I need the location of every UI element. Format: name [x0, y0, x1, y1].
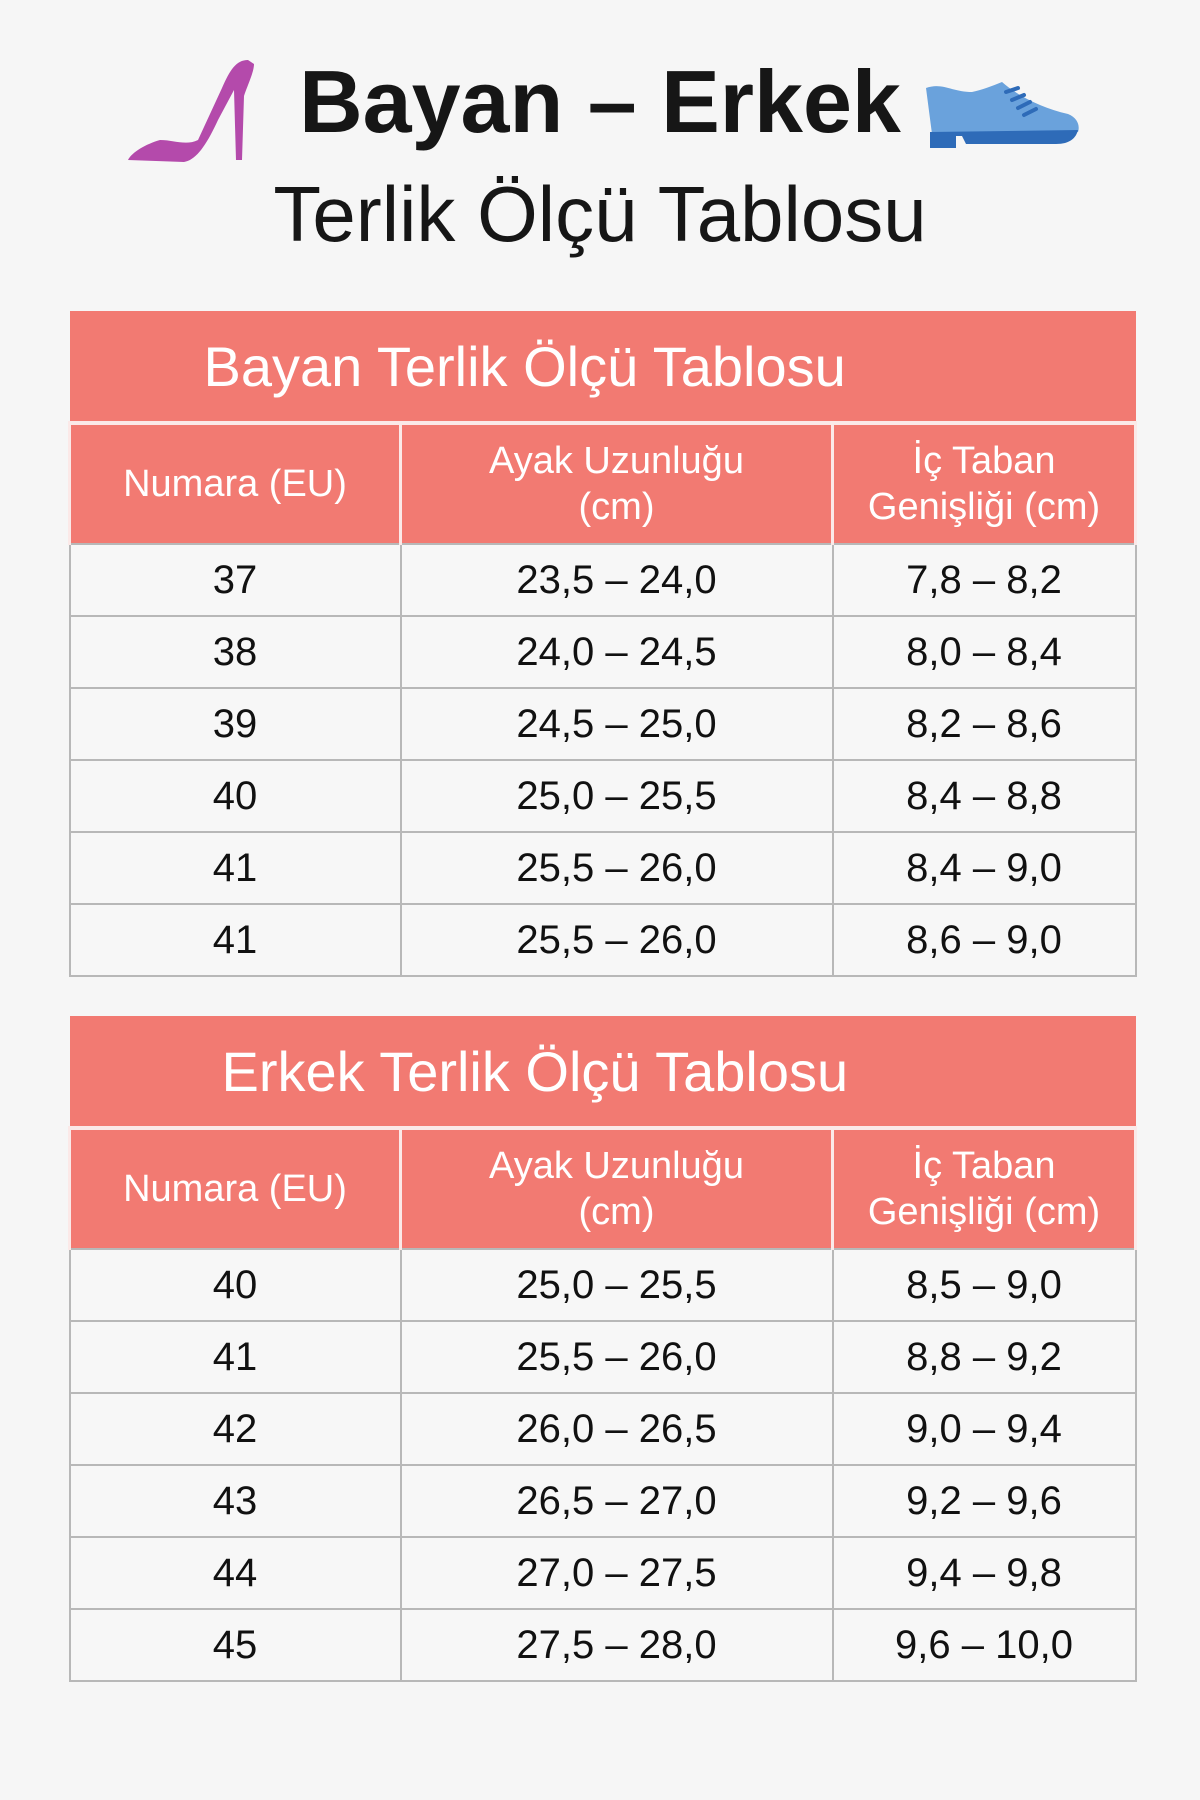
- table-cell: 27,5 – 28,0: [401, 1609, 833, 1681]
- table-cell: 40: [70, 760, 401, 832]
- table-cell: 23,5 – 24,0: [401, 544, 833, 616]
- table-row: [70, 1321, 1136, 1393]
- column-header: İç Taban Genişliği (cm): [833, 1128, 1136, 1249]
- table-cell: 9,6 – 10,0: [833, 1609, 1136, 1681]
- table-cell: 9,0 – 9,4: [833, 1393, 1136, 1465]
- table-cell: 41: [70, 1321, 401, 1393]
- table-cell: 25,5 – 26,0: [401, 904, 833, 976]
- table-cell: 24,0 – 24,5: [401, 616, 833, 688]
- table-cell: 8,2 – 8,6: [833, 688, 1136, 760]
- table-cell: 43: [70, 1465, 401, 1537]
- table-row: [70, 544, 1136, 616]
- table-cell: 25,5 – 26,0: [401, 832, 833, 904]
- women-size-table: [68, 311, 1137, 977]
- table-cell: 7,8 – 8,2: [833, 544, 1136, 616]
- table-row: [70, 616, 1136, 688]
- table-cell: 41: [70, 904, 401, 976]
- table-cell: 8,0 – 8,4: [833, 616, 1136, 688]
- table-row: [70, 1249, 1136, 1321]
- table-cell: 25,5 – 26,0: [401, 1321, 833, 1393]
- table-cell: 45: [70, 1609, 401, 1681]
- column-header: Ayak Uzunluğu (cm): [401, 1128, 833, 1249]
- table-cell: 37: [70, 544, 401, 616]
- table-cell: 8,5 – 9,0: [833, 1249, 1136, 1321]
- table-row: [70, 760, 1136, 832]
- table-row: [70, 1393, 1136, 1465]
- table-cell: 44: [70, 1537, 401, 1609]
- table-cell: 39: [70, 688, 401, 760]
- table-cell: 41: [70, 832, 401, 904]
- column-header: Ayak Uzunluğu (cm): [401, 423, 833, 544]
- table-cell: 42: [70, 1393, 401, 1465]
- table-cell: 9,4 – 9,8: [833, 1537, 1136, 1609]
- table-cell: 25,0 – 25,5: [401, 1249, 833, 1321]
- table-cell: 8,4 – 9,0: [833, 832, 1136, 904]
- table-cell: 8,4 – 8,8: [833, 760, 1136, 832]
- table-row: [70, 904, 1136, 976]
- men-size-table: [68, 1016, 1137, 1682]
- table-cell: 40: [70, 1249, 401, 1321]
- table-row: [70, 1609, 1136, 1681]
- column-header: Numara (EU): [70, 1128, 401, 1249]
- table-title: Erkek Terlik Ölçü Tablosu: [70, 1016, 1136, 1128]
- table-cell: 38: [70, 616, 401, 688]
- table-cell: 26,0 – 26,5: [401, 1393, 833, 1465]
- page-subtitle: Terlik Ölçü Tablosu: [273, 170, 927, 258]
- table-cell: 26,5 – 27,0: [401, 1465, 833, 1537]
- table-title: Bayan Terlik Ölçü Tablosu: [70, 311, 1136, 423]
- table-row: [70, 1537, 1136, 1609]
- table-cell: 8,8 – 9,2: [833, 1321, 1136, 1393]
- table-row: [70, 832, 1136, 904]
- table-cell: 27,0 – 27,5: [401, 1537, 833, 1609]
- table-cell: 9,2 – 9,6: [833, 1465, 1136, 1537]
- table-cell: 25,0 – 25,5: [401, 760, 833, 832]
- column-header: İç Taban Genişliği (cm): [833, 423, 1136, 544]
- table-row: [70, 688, 1136, 760]
- table-cell: 24,5 – 25,0: [401, 688, 833, 760]
- table-row: [70, 1465, 1136, 1537]
- table-cell: 8,6 – 9,0: [833, 904, 1136, 976]
- column-header: Numara (EU): [70, 423, 401, 544]
- page-title: Bayan – Erkek: [299, 52, 901, 151]
